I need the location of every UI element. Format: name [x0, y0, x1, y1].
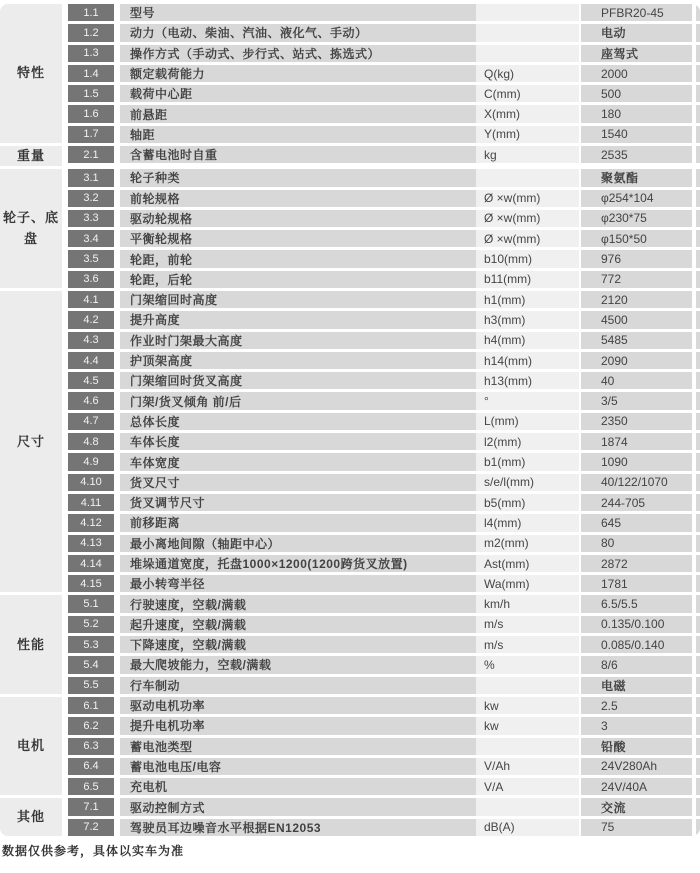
- row-value: 2.5: [581, 697, 692, 714]
- spec-section: [0, 169, 700, 288]
- table-right-edge: [696, 4, 700, 21]
- table-row: [68, 146, 700, 163]
- row-description: 蓄电池电压/电容: [120, 758, 476, 775]
- row-description: 前悬距: [120, 105, 476, 122]
- row-value: 772: [581, 271, 692, 288]
- table-row: [68, 190, 700, 207]
- table-row: [68, 656, 700, 673]
- row-unit: V/A: [476, 778, 579, 795]
- table-right-edge: [696, 372, 700, 389]
- row-description: 货叉调节尺寸: [120, 494, 476, 511]
- row-value: 40/122/1070: [581, 474, 692, 491]
- table-row: [68, 413, 700, 430]
- row-value: 0.085/0.140: [581, 636, 692, 653]
- row-number: 3.5: [68, 250, 114, 267]
- row-number: 4.1: [68, 291, 114, 308]
- row-number: 7.1: [68, 798, 114, 815]
- table-right-edge: [696, 250, 700, 267]
- row-number: 1.2: [68, 24, 114, 41]
- table-right-edge: [696, 146, 700, 163]
- row-unit: [476, 798, 579, 815]
- row-number: 3.1: [68, 169, 114, 186]
- row-unit: m/s: [476, 636, 579, 653]
- row-description: 行车制动: [120, 677, 476, 694]
- table-row: [68, 677, 700, 694]
- table-row: [68, 819, 700, 836]
- category-label: 特性: [0, 4, 62, 143]
- table-row: [68, 575, 700, 592]
- table-row: [68, 45, 700, 62]
- table-row: [68, 616, 700, 633]
- category-label: 尺寸: [0, 291, 62, 592]
- row-value: φ150*50: [581, 230, 692, 247]
- table-row: [68, 697, 700, 714]
- category-label: 其他: [0, 798, 62, 836]
- table-right-edge: [696, 271, 700, 288]
- table-right-edge: [696, 514, 700, 531]
- row-number: 4.6: [68, 392, 114, 409]
- table-right-edge: [696, 24, 700, 41]
- table-row: [68, 105, 700, 122]
- row-number: 6.2: [68, 717, 114, 734]
- table-row: [68, 433, 700, 450]
- row-number: 1.1: [68, 4, 114, 21]
- row-value: 180: [581, 105, 692, 122]
- row-description: 总体长度: [120, 413, 476, 430]
- row-value: 2120: [581, 291, 692, 308]
- table-right-edge: [696, 332, 700, 349]
- row-number: 4.4: [68, 352, 114, 369]
- table-row: [68, 474, 700, 491]
- table-right-edge: [696, 555, 700, 572]
- row-description: 前移距离: [120, 514, 476, 531]
- row-unit: kw: [476, 717, 579, 734]
- row-unit: kg: [476, 146, 579, 163]
- table-row: [68, 717, 700, 734]
- row-description: 最大爬坡能力，空载/满载: [120, 656, 476, 673]
- row-value: 8/6: [581, 656, 692, 673]
- row-value: 24V280Ah: [581, 758, 692, 775]
- row-unit: Ast(mm): [476, 555, 579, 572]
- table-row: [68, 24, 700, 41]
- spec-table: [0, 4, 700, 836]
- table-right-edge: [696, 758, 700, 775]
- row-value: 6.5/5.5: [581, 595, 692, 612]
- row-description: 门架缩回时高度: [120, 291, 476, 308]
- table-right-edge: [696, 595, 700, 612]
- row-unit: h13(mm): [476, 372, 579, 389]
- spec-section: [0, 4, 700, 143]
- table-row: [68, 514, 700, 531]
- row-value: 1540: [581, 126, 692, 143]
- row-description: 驱动轮规格: [120, 210, 476, 227]
- row-value: 80: [581, 535, 692, 552]
- row-unit: b1(mm): [476, 453, 579, 470]
- table-right-edge: [696, 535, 700, 552]
- table-row: [68, 332, 700, 349]
- row-unit: kw: [476, 697, 579, 714]
- table-right-edge: [696, 230, 700, 247]
- table-row: [68, 311, 700, 328]
- row-unit: C(mm): [476, 85, 579, 102]
- table-row: [68, 85, 700, 102]
- spec-section: [0, 697, 700, 795]
- row-number: 3.3: [68, 210, 114, 227]
- row-description: 操作方式（手动式、步行式、站式、拣选式）: [120, 45, 476, 62]
- row-value: 2535: [581, 146, 692, 163]
- row-unit: l4(mm): [476, 514, 579, 531]
- table-right-edge: [696, 494, 700, 511]
- table-right-edge: [696, 311, 700, 328]
- row-unit: Ø ×w(mm): [476, 210, 579, 227]
- table-right-edge: [696, 210, 700, 227]
- table-row: [68, 250, 700, 267]
- category-label: 轮子、底盘: [0, 169, 62, 288]
- row-number: 3.6: [68, 271, 114, 288]
- row-value: PFBR20-45: [581, 4, 692, 21]
- table-right-edge: [696, 738, 700, 755]
- row-value: 5485: [581, 332, 692, 349]
- row-description: 平衡轮规格: [120, 230, 476, 247]
- table-right-edge: [696, 717, 700, 734]
- table-row: [68, 169, 700, 186]
- row-value: 1781: [581, 575, 692, 592]
- row-unit: Y(mm): [476, 126, 579, 143]
- row-number: 6.3: [68, 738, 114, 755]
- table-row: [68, 65, 700, 82]
- row-unit: b5(mm): [476, 494, 579, 511]
- table-right-edge: [696, 190, 700, 207]
- table-right-edge: [696, 413, 700, 430]
- row-description: 门架缩回时货叉高度: [120, 372, 476, 389]
- row-description: 门架/货叉倾角 前/后: [120, 392, 476, 409]
- row-number: 5.1: [68, 595, 114, 612]
- row-value: φ230*75: [581, 210, 692, 227]
- row-number: 4.13: [68, 535, 114, 552]
- row-description: 轮距，前轮: [120, 250, 476, 267]
- row-description: 轮距，后轮: [120, 271, 476, 288]
- row-description: 驱动电机功率: [120, 697, 476, 714]
- table-right-edge: [696, 798, 700, 815]
- row-number: 5.4: [68, 656, 114, 673]
- table-right-edge: [696, 575, 700, 592]
- row-unit: V/Ah: [476, 758, 579, 775]
- table-right-edge: [696, 636, 700, 653]
- row-number: 2.1: [68, 146, 114, 163]
- table-row: [68, 453, 700, 470]
- table-row: [68, 271, 700, 288]
- row-number: 4.9: [68, 453, 114, 470]
- row-number: 4.5: [68, 372, 114, 389]
- row-number: 3.4: [68, 230, 114, 247]
- row-value: 座驾式: [581, 45, 692, 62]
- table-right-edge: [696, 65, 700, 82]
- row-number: 5.3: [68, 636, 114, 653]
- row-number: 1.6: [68, 105, 114, 122]
- row-unit: dB(A): [476, 819, 579, 836]
- row-unit: km/h: [476, 595, 579, 612]
- row-unit: [476, 4, 579, 21]
- row-number: 7.2: [68, 819, 114, 836]
- row-unit: m2(mm): [476, 535, 579, 552]
- table-right-edge: [696, 126, 700, 143]
- row-description: 动力（电动、柴油、汽油、液化气、手动）: [120, 24, 476, 41]
- row-unit: %: [476, 656, 579, 673]
- table-row: [68, 392, 700, 409]
- row-value: 244-705: [581, 494, 692, 511]
- row-unit: h3(mm): [476, 311, 579, 328]
- table-row: [68, 291, 700, 308]
- row-number: 4.12: [68, 514, 114, 531]
- row-number: 5.5: [68, 677, 114, 694]
- table-row: [68, 230, 700, 247]
- row-value: 0.135/0.100: [581, 616, 692, 633]
- row-number: 6.5: [68, 778, 114, 795]
- row-unit: [476, 45, 579, 62]
- row-value: 电磁: [581, 677, 692, 694]
- category-label: 重量: [0, 146, 62, 166]
- row-description: 前轮规格: [120, 190, 476, 207]
- row-value: 645: [581, 514, 692, 531]
- row-number: 5.2: [68, 616, 114, 633]
- row-description: 最小转弯半径: [120, 575, 476, 592]
- row-number: 4.8: [68, 433, 114, 450]
- row-number: 4.10: [68, 474, 114, 491]
- table-right-edge: [696, 616, 700, 633]
- row-description: 车体长度: [120, 433, 476, 450]
- table-row: [68, 126, 700, 143]
- spec-section: [0, 291, 700, 592]
- row-unit: Ø ×w(mm): [476, 190, 579, 207]
- table-row: [68, 535, 700, 552]
- row-value: 24V/40A: [581, 778, 692, 795]
- row-unit: b11(mm): [476, 271, 579, 288]
- row-value: 聚氨酯: [581, 169, 692, 186]
- row-value: φ254*104: [581, 190, 692, 207]
- row-description: 驾驶员耳边噪音水平根据EN12053: [120, 819, 476, 836]
- table-right-edge: [696, 169, 700, 186]
- row-description: 驱动控制方式: [120, 798, 476, 815]
- row-description: 车体宽度: [120, 453, 476, 470]
- row-value: 3: [581, 717, 692, 734]
- row-number: 4.15: [68, 575, 114, 592]
- table-right-edge: [696, 677, 700, 694]
- table-row: [68, 352, 700, 369]
- table-right-edge: [696, 819, 700, 836]
- table-row: [68, 758, 700, 775]
- footer-note: 数据仅供参考，具体以实车为准: [2, 844, 185, 858]
- row-description: 下降速度，空载/满载: [120, 636, 476, 653]
- row-number: 4.7: [68, 413, 114, 430]
- table-right-edge: [696, 433, 700, 450]
- row-number: 1.7: [68, 126, 114, 143]
- table-row: [68, 555, 700, 572]
- row-unit: [476, 24, 579, 41]
- row-number: 4.2: [68, 311, 114, 328]
- row-unit: [476, 738, 579, 755]
- row-value: 3/5: [581, 392, 692, 409]
- row-description: 护顶架高度: [120, 352, 476, 369]
- row-description: 载荷中心距: [120, 85, 476, 102]
- row-description: 行驶速度，空载/满载: [120, 595, 476, 612]
- row-description: 型号: [120, 4, 476, 21]
- table-right-edge: [696, 392, 700, 409]
- table-right-edge: [696, 105, 700, 122]
- row-unit: h4(mm): [476, 332, 579, 349]
- table-right-edge: [696, 85, 700, 102]
- row-number: 1.5: [68, 85, 114, 102]
- row-unit: l2(mm): [476, 433, 579, 450]
- row-description: 堆垛通道宽度，托盘1000×1200(1200跨货叉放置): [120, 555, 476, 572]
- row-description: 充电机: [120, 778, 476, 795]
- table-row: [68, 210, 700, 227]
- row-number: 6.4: [68, 758, 114, 775]
- row-unit: °: [476, 392, 579, 409]
- table-right-edge: [696, 352, 700, 369]
- row-description: 最小离地间隙（轴距中心）: [120, 535, 476, 552]
- table-row: [68, 372, 700, 389]
- row-description: 货叉尺寸: [120, 474, 476, 491]
- table-right-edge: [696, 45, 700, 62]
- table-right-edge: [696, 778, 700, 795]
- row-number: 3.2: [68, 190, 114, 207]
- row-number: 4.11: [68, 494, 114, 511]
- row-value: 交流: [581, 798, 692, 815]
- row-value: 1090: [581, 453, 692, 470]
- row-description: 提升电机功率: [120, 717, 476, 734]
- row-unit: X(mm): [476, 105, 579, 122]
- row-unit: h1(mm): [476, 291, 579, 308]
- row-value: 2350: [581, 413, 692, 430]
- row-unit: Wa(mm): [476, 575, 579, 592]
- row-value: 2872: [581, 555, 692, 572]
- row-value: 2000: [581, 65, 692, 82]
- category-label: 电机: [0, 697, 62, 795]
- row-value: 40: [581, 372, 692, 389]
- table-right-edge: [696, 291, 700, 308]
- row-unit: b10(mm): [476, 250, 579, 267]
- table-row: [68, 636, 700, 653]
- category-label: 性能: [0, 595, 62, 693]
- row-number: 6.1: [68, 697, 114, 714]
- table-row: [68, 738, 700, 755]
- row-value: 铅酸: [581, 738, 692, 755]
- row-description: 提升高度: [120, 311, 476, 328]
- row-unit: [476, 169, 579, 186]
- spec-section: [0, 595, 700, 693]
- row-value: 4500: [581, 311, 692, 328]
- row-unit: s/e/l(mm): [476, 474, 579, 491]
- row-value: 电动: [581, 24, 692, 41]
- table-row: [68, 4, 700, 21]
- row-value: 500: [581, 85, 692, 102]
- row-unit: L(mm): [476, 413, 579, 430]
- row-value: 2090: [581, 352, 692, 369]
- row-number: 1.3: [68, 45, 114, 62]
- row-description: 蓄电池类型: [120, 738, 476, 755]
- row-description: 作业时门架最大高度: [120, 332, 476, 349]
- row-description: 轴距: [120, 126, 476, 143]
- table-right-edge: [696, 656, 700, 673]
- row-value: 976: [581, 250, 692, 267]
- table-row: [68, 778, 700, 795]
- row-description: 轮子种类: [120, 169, 476, 186]
- row-value: 1874: [581, 433, 692, 450]
- table-row: [68, 595, 700, 612]
- spec-section: [0, 146, 700, 166]
- row-unit: [476, 677, 579, 694]
- row-number: 4.14: [68, 555, 114, 572]
- row-value: 75: [581, 819, 692, 836]
- table-right-edge: [696, 474, 700, 491]
- row-number: 1.4: [68, 65, 114, 82]
- row-description: 含蓄电池时自重: [120, 146, 476, 163]
- row-unit: h14(mm): [476, 352, 579, 369]
- row-number: 4.3: [68, 332, 114, 349]
- spec-section: [0, 798, 700, 836]
- row-unit: m/s: [476, 616, 579, 633]
- table-row: [68, 798, 700, 815]
- row-description: 额定载荷能力: [120, 65, 476, 82]
- table-row: [68, 494, 700, 511]
- table-right-edge: [696, 453, 700, 470]
- row-unit: Q(kg): [476, 65, 579, 82]
- table-right-edge: [696, 697, 700, 714]
- row-description: 起升速度，空载/满载: [120, 616, 476, 633]
- row-unit: Ø ×w(mm): [476, 230, 579, 247]
